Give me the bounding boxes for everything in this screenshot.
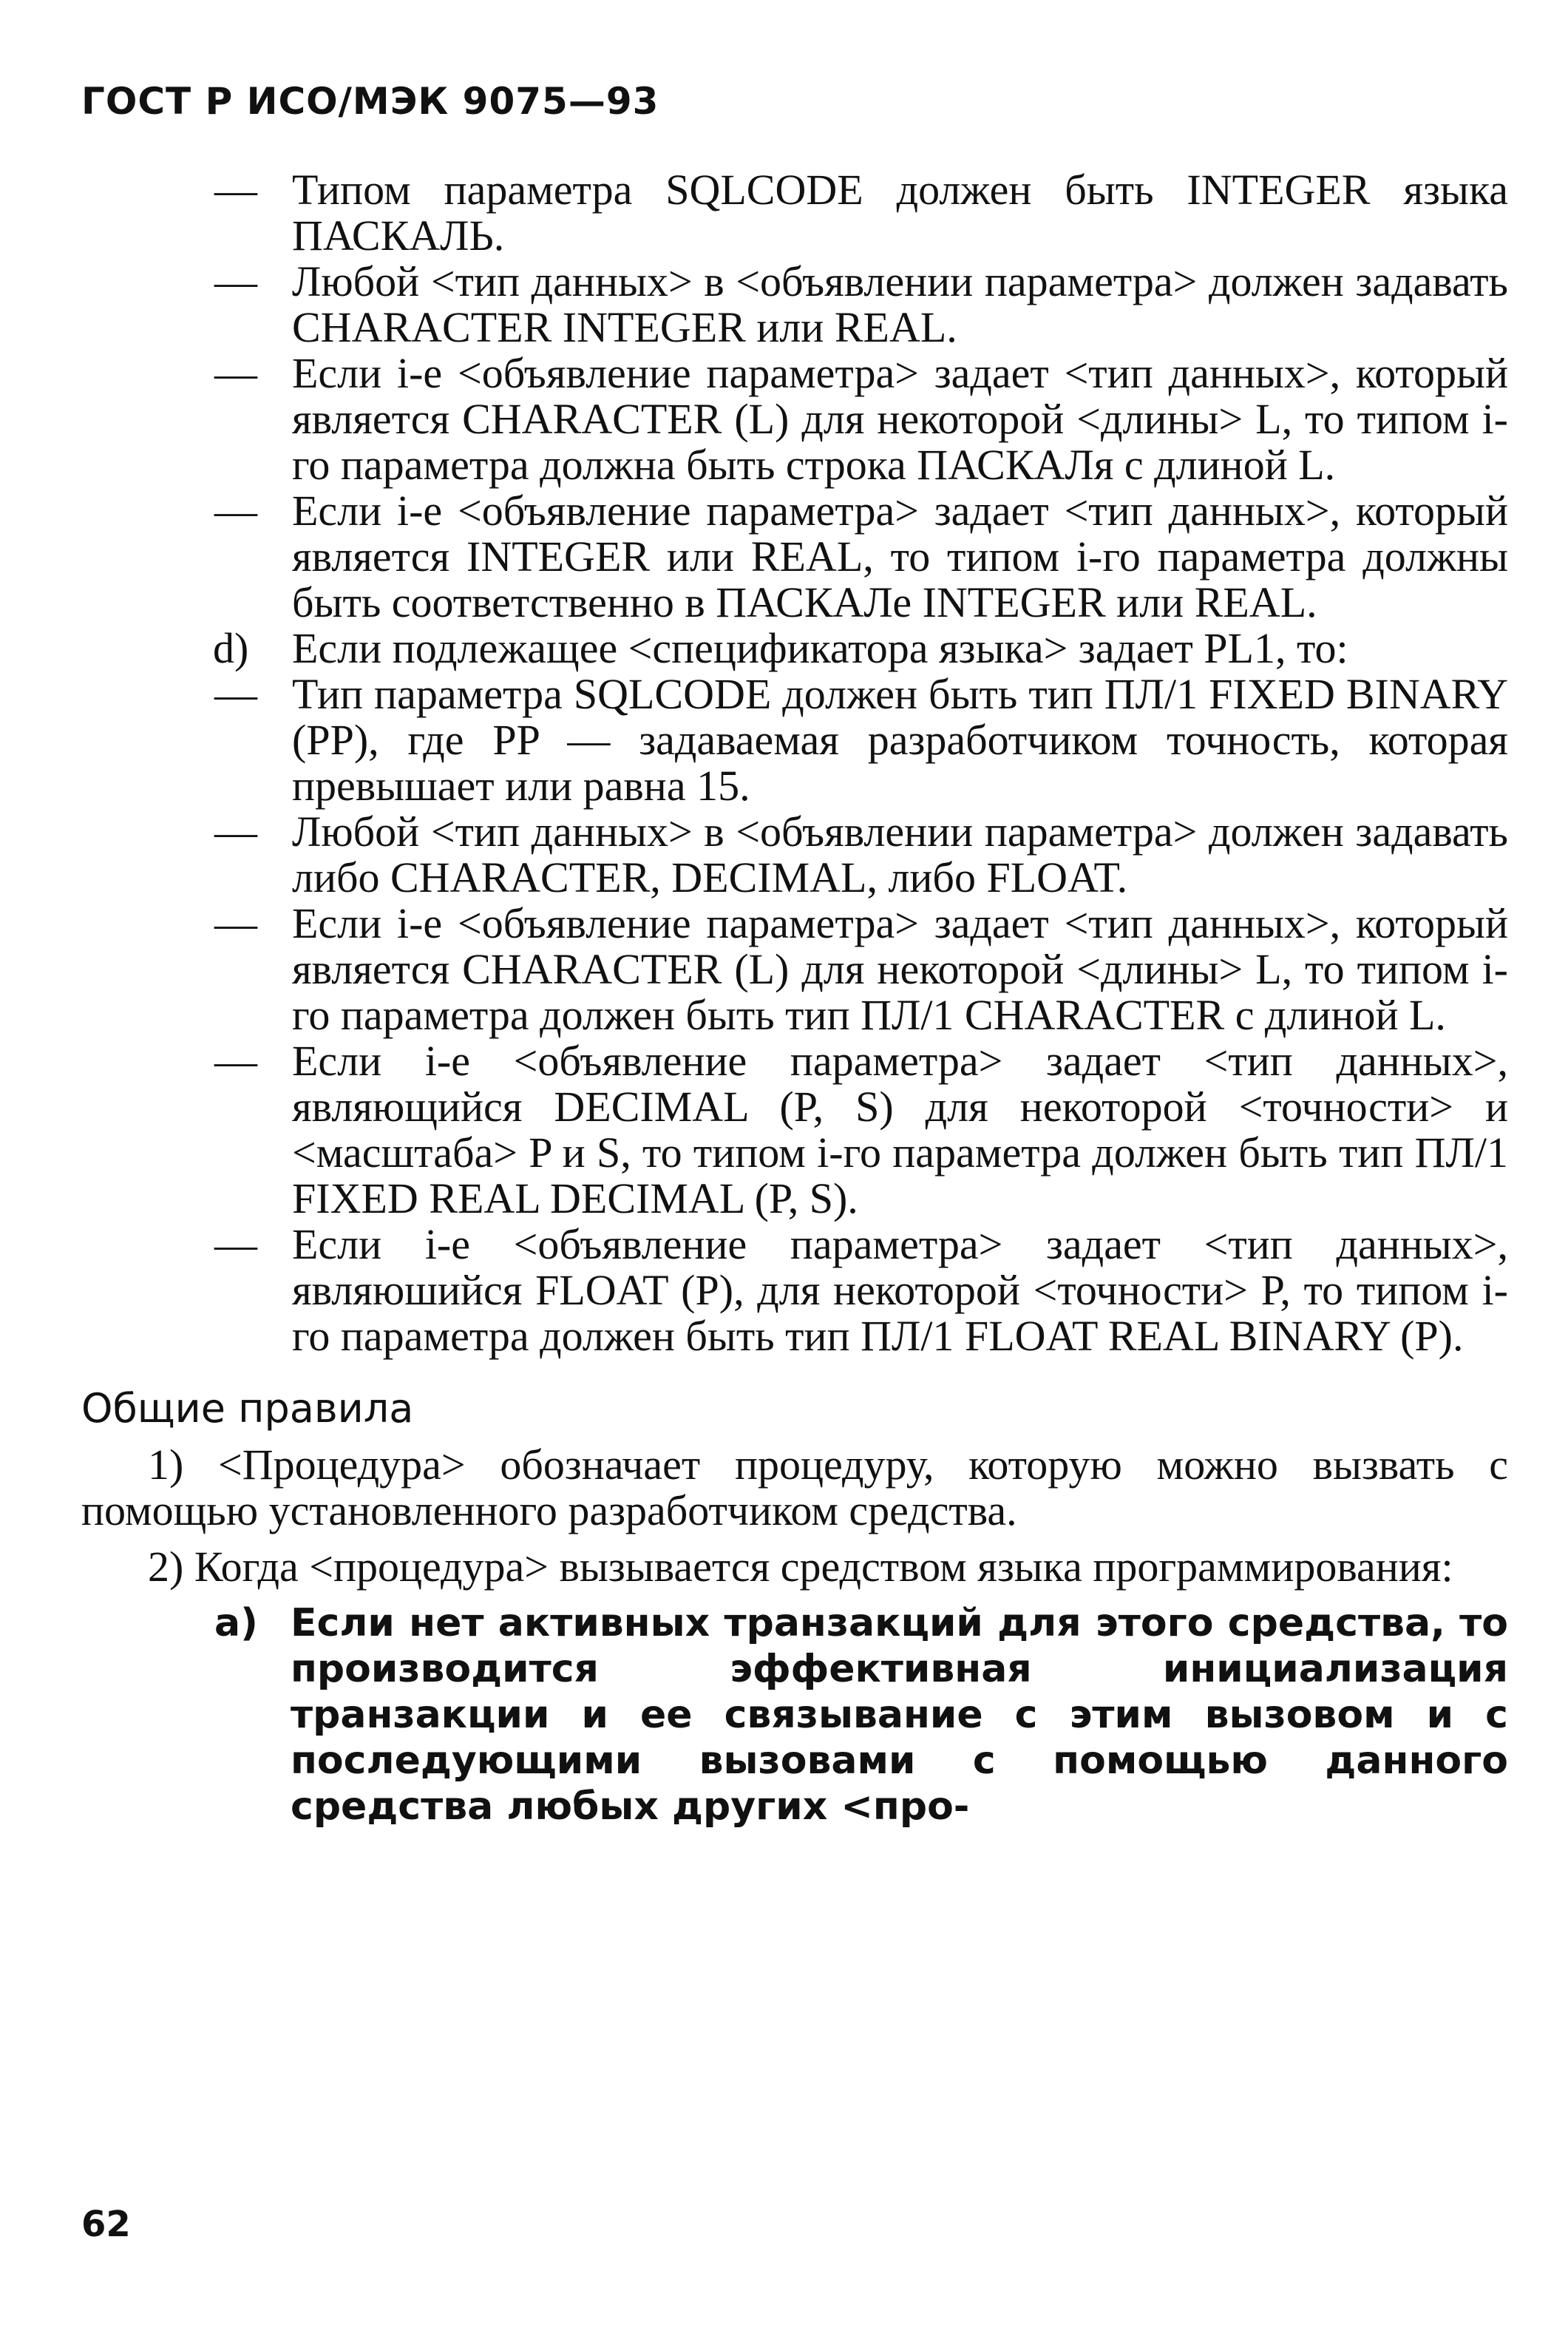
item-text: Если i-е <объявление параметра> задает <тип данных>, который является CHARACTER (L) для некоторой <длины> L, то типом i-го параметра должна быть строка ПАСКАЛя с длиной L.: [292, 349, 1508, 489]
page-number: 62: [81, 2204, 131, 2245]
item-text: Тип параметра SQLCODE должен быть тип ПЛ/1 FIXED BINARY (PP), где PP — задаваемая разработчиком точность, которая превышает или равна 15.: [292, 670, 1508, 810]
item-marker: d): [213, 624, 249, 672]
rule-paragraph: 1) <Процедура> обозначает процедуру, которую можно вызвать с помощью установленного разработчиком средства.: [81, 1441, 1508, 1534]
item-text: Любой <тип данных> в <объявлении параметра> должен задавать либо CHARACTER, DECIMAL, либо FLOAT.: [292, 808, 1508, 901]
sub-item-text: Если нет активных транзакций для этого средства, то производится эффективная инициализация транзакции и ее связывание с этим вызовом и с последующими вызовами с помощью данного средства любых других <про-: [291, 1601, 1508, 1829]
item-marker: —: [214, 808, 257, 856]
list-item: [81, 671, 1508, 809]
list-item: [81, 1038, 1508, 1222]
item-marker: —: [214, 257, 257, 305]
sub-item-marker: a): [214, 1601, 258, 1645]
item-marker: —: [214, 349, 257, 397]
list-item: [81, 351, 1508, 488]
item-text: Если i-е <объявление параметра> задает <тип данных>, являюшийся FLOAT (P), для некоторой <точности> P, то типом i-го параметра должен быть тип ПЛ/1 FLOAT REAL BINARY (P).: [292, 1220, 1508, 1360]
item-text: Если i-е <объявление параметра> задает <тип данных>, который является INTEGER или REAL, то типом i-го параметра должны быть соответственно в ПАСКАЛе INTEGER или REAL.: [292, 487, 1508, 626]
item-text: Типом параметра SQLCODE должен быть INTEGER языка ПАСКАЛЬ.: [292, 166, 1508, 260]
page-body: [81, 167, 1508, 1829]
item-marker: —: [214, 670, 257, 718]
sub-item: [81, 1600, 1508, 1829]
list-item: [81, 488, 1508, 626]
item-text: Если i-е <объявление параметра> задает <тип данных>, который является CHARACTER (L) для некоторой <длины> L, то типом i-го параметра должен быть тип ПЛ/1 CHARACTER с длиной L.: [292, 899, 1508, 1039]
item-text: Любой <тип данных> в <объявлении параметра> должен задавать CHARACTER INTEGER или REAL.: [292, 257, 1508, 351]
list-item: [81, 809, 1508, 901]
list-item: [81, 901, 1508, 1038]
item-text: Если подлежащее <спецификатора языка> задает PL1, то:: [292, 624, 1348, 672]
list-item: [81, 167, 1508, 259]
item-text: Если i-е <объявление параметра> задает <тип данных>, являющийся DECIMAL (P, S) для некоторой <точности> и <масштаба> P и S, то типом i-го параметра должен быть тип ПЛ/1 FIXED REAL DECIMAL (P, S).: [292, 1037, 1508, 1222]
item-marker: —: [214, 1037, 257, 1085]
page-header: ГОСТ Р ИСО/МЭК 9075—93: [81, 80, 659, 123]
rule-paragraph: 2) Когда <процедура> вызывается средством языка программирования:: [148, 1543, 1453, 1591]
list-item: [81, 259, 1508, 351]
item-marker: —: [214, 1220, 257, 1268]
item-marker: —: [214, 487, 257, 535]
item-marker: —: [214, 899, 257, 947]
list-item: [81, 1222, 1508, 1359]
section-title: Общие правила: [81, 1385, 414, 1432]
list-item: [81, 626, 1508, 671]
item-marker: —: [214, 166, 257, 214]
